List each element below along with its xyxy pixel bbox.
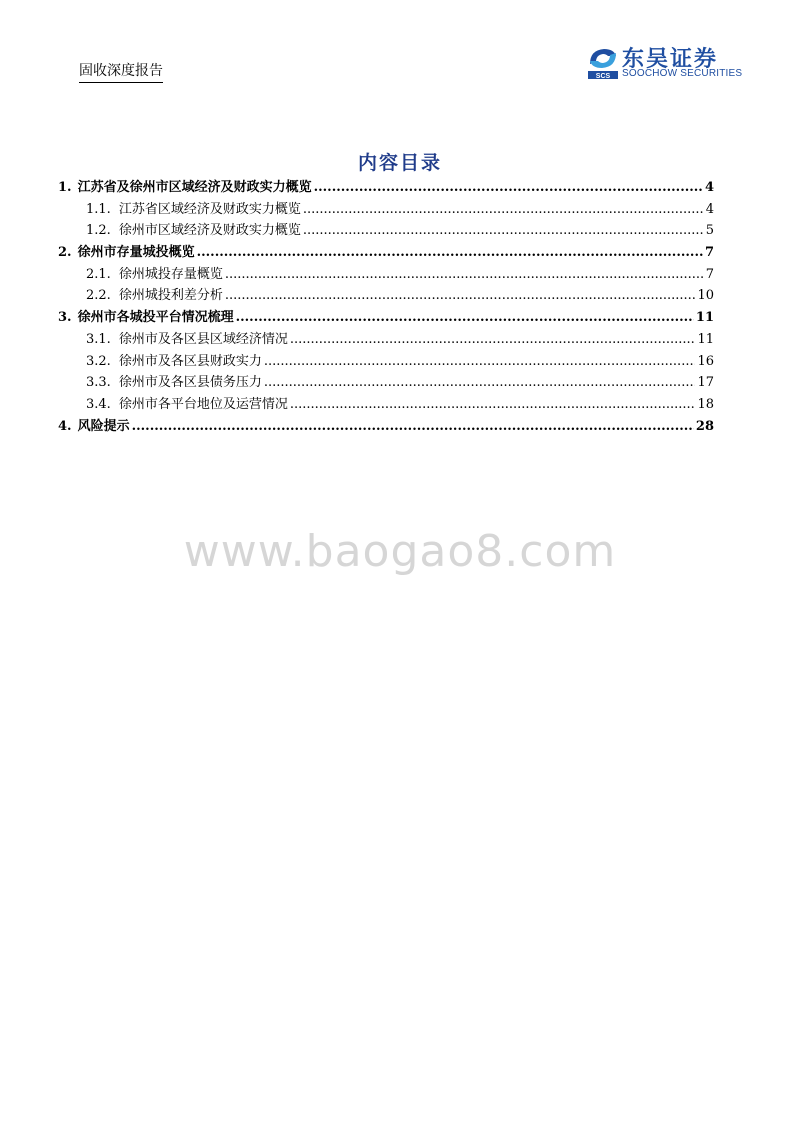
svg-text:SCS: SCS	[595, 73, 611, 80]
toc-entry-page: 7	[704, 245, 714, 261]
table-of-contents	[58, 177, 714, 437]
toc-entry[interactable]	[58, 351, 714, 373]
toc-entry-number: 1.	[58, 180, 72, 195]
toc-entry-title: 徐州市各平台地位及运营情况	[118, 396, 288, 412]
toc-entry-title: 徐州市存量城投概览	[77, 245, 195, 261]
toc-entry-number: 2.	[58, 245, 72, 261]
toc-entry-title: 徐州城投利差分析	[118, 288, 223, 304]
toc-title: 内容目录	[357, 152, 442, 174]
toc-entry-page: 28	[695, 418, 714, 434]
toc-entry-number: 1.2.	[86, 223, 111, 239]
toc-entry-title: 徐州城投存量概览	[118, 266, 223, 282]
toc-leader-dots	[225, 285, 696, 307]
toc-entry-title: 徐州市区域经济及财政实力概览	[118, 223, 301, 239]
toc-entry-page: 5	[705, 223, 714, 239]
toc-leader-dots	[264, 351, 696, 373]
toc-entry-page: 10	[697, 288, 714, 304]
toc-entry-title: 江苏省及徐州市区域经济及财政实力概览	[77, 180, 312, 195]
toc-entry-title: 徐州市及各区县区域经济情况	[118, 331, 288, 347]
toc-leader-dots	[303, 199, 704, 221]
toc-entry[interactable]	[58, 416, 714, 438]
toc-entry-number: 3.3.	[86, 375, 111, 391]
toc-entry-page: 7	[705, 266, 714, 282]
toc-entry[interactable]	[58, 285, 714, 307]
toc-entry-page: 4	[705, 201, 714, 217]
toc-entry-page: 4	[704, 180, 714, 195]
toc-entry-title: 徐州市各城投平台情况梳理	[77, 310, 234, 326]
toc-entry[interactable]	[58, 329, 714, 351]
toc-entry-title: 风险提示	[77, 418, 130, 434]
toc-leader-dots	[290, 394, 696, 416]
toc-leader-dots	[236, 307, 694, 329]
toc-entry-number: 3.4.	[86, 396, 111, 412]
toc-entry-page: 11	[695, 310, 714, 326]
toc-entry[interactable]	[58, 264, 714, 286]
toc-entry[interactable]	[58, 307, 714, 329]
company-logo	[586, 44, 748, 80]
toc-leader-dots	[303, 220, 704, 242]
toc-entry-title: 江苏省区域经济及财政实力概览	[118, 201, 301, 217]
brand-name-cn: 东吴证券	[622, 47, 719, 72]
toc-leader-dots	[264, 372, 696, 394]
toc-entry-number: 3.1.	[86, 331, 111, 347]
toc-entry-title: 徐州市及各区县财政实力	[118, 353, 262, 369]
toc-entry-page: 11	[697, 331, 714, 347]
toc-entry-number: 1.1.	[86, 201, 111, 217]
toc-entry-number: 2.2.	[86, 288, 111, 304]
toc-leader-dots	[290, 329, 696, 351]
toc-entry-page: 18	[697, 396, 714, 412]
watermark: www.baogao8.com	[183, 526, 617, 577]
report-type-label: 固收深度报告	[79, 60, 163, 83]
toc-leader-dots	[197, 242, 703, 264]
toc-entry[interactable]	[58, 372, 714, 394]
toc-leader-dots	[314, 177, 703, 199]
toc-leader-dots	[132, 416, 694, 438]
soochow-logo-icon	[586, 44, 620, 80]
toc-entry[interactable]	[58, 220, 714, 242]
toc-entry-number: 3.	[58, 310, 72, 326]
brand-name-en: SOOCHOW SECURITIES	[622, 68, 743, 79]
toc-entry-title: 徐州市及各区县债务压力	[118, 375, 262, 391]
toc-entry-number: 2.1.	[86, 266, 111, 282]
toc-leader-dots	[225, 264, 704, 286]
toc-entry-number: 3.2.	[86, 353, 111, 369]
toc-entry-page: 17	[697, 375, 714, 391]
toc-entry[interactable]	[58, 394, 714, 416]
toc-entry[interactable]	[58, 177, 714, 199]
toc-entry[interactable]	[58, 199, 714, 221]
toc-entry-number: 4.	[58, 418, 72, 434]
toc-entry-page: 16	[697, 353, 714, 369]
toc-entry[interactable]	[58, 242, 714, 264]
